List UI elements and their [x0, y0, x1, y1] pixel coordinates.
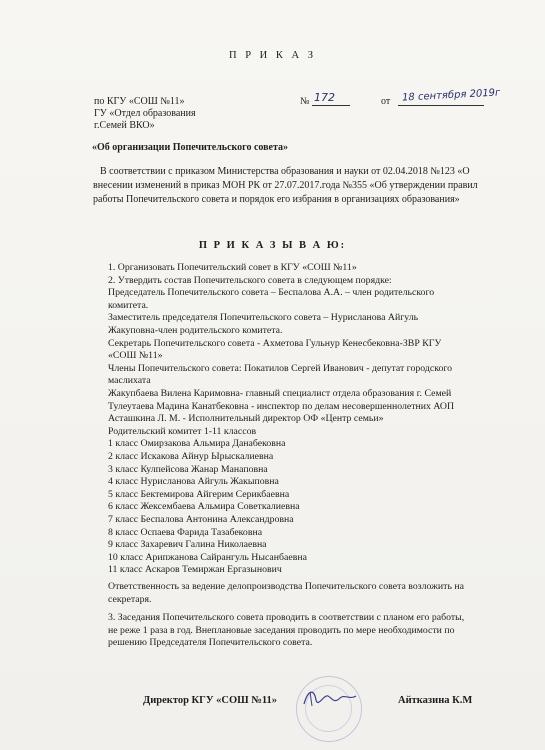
order-number-value: 172 — [314, 91, 335, 104]
number-underline — [312, 105, 350, 106]
list-line: Родительский комитет 1-11 классов — [108, 425, 257, 437]
addressee-line-1: по КГУ «СОШ №11» — [94, 96, 185, 107]
addressee-line-2: ГУ «Отдел образования — [94, 108, 196, 119]
signatory-name: Айтказина К.М — [398, 695, 473, 706]
list-line: Ответственность за ведение делопроизводства Попечительского совета возложить на — [108, 581, 464, 592]
list-line: Тулеутаева Мадина Канатбековна - инспектор по делам несовершеннолетних АОП — [108, 400, 455, 412]
list-line: 10 класс Арипжанова Сайрангуль Нысанбаевна — [108, 551, 307, 563]
list-line: комитета. — [108, 299, 149, 311]
list-line: 6 класс Жексембаева Альмира Советкалиевна — [108, 501, 300, 513]
list-line: 8 класс Оспаева Фарида Тазабековна — [108, 526, 263, 538]
list-line: Асташкина Л. М. - Исполнительный директор ОФ «Центр семьи» — [108, 413, 384, 425]
intro-line-2: внесении изменений в приказ МОН РК от 27.07.2017.года №355 «Об утверждении правил — [93, 180, 478, 191]
list-line: Председатель Попечительского совета – Беспалова А.А. – член родительского — [108, 287, 435, 299]
decree-heading: П Р И К А З Ы В А Ю: — [198, 240, 347, 251]
addressee-line-3: г.Семей ВКО» — [94, 120, 155, 131]
handwritten-signature — [298, 684, 360, 712]
list-line: секретаря. — [108, 593, 152, 605]
list-line: 3 класс Кулпейсова Жанар Манаповна — [108, 463, 268, 475]
list-line: маслихата — [108, 375, 151, 387]
list-line: 2. Утвердить состав Попечительского совета в следующем порядке: — [108, 274, 392, 286]
list-line: не реже 1 раза в год. Внеплановые заседания проводить по мере необходимости по — [108, 624, 455, 636]
list-line: решению Председателя Попечительского совета. — [108, 637, 313, 649]
list-line: 4 класс Нурисланова Айгуль Жакыповна — [108, 476, 279, 488]
list-line: 9 класс Захаревич Галина Николаевна — [108, 539, 267, 551]
list-line: 3. Заседания Попечительского совета проводить в соответствии с планом его работы, — [108, 612, 465, 624]
list-line: 5 класс Бектемирова Айгерим Серикбаевна — [108, 488, 290, 500]
list-line: Жакуповна-член родительского комитета. — [108, 325, 283, 336]
list-line: «СОШ №11» — [108, 350, 163, 362]
date-underline — [398, 105, 484, 106]
list-line: 11 класс Аскаров Темиржан Ергазынович — [108, 564, 282, 576]
list-line: Секретарь Попечительского совета - Ахметова Гульнур Кенесбековна-ЗВР КГУ — [108, 337, 442, 349]
list-line: Заместитель председателя Попечительского совета – Нурисланова Айгуль — [108, 312, 419, 324]
intro-line-1: В соответствии с приказом Министерства образования и науки от 02.04.2018 №123 «О — [100, 166, 470, 177]
list-line: 1. Организовать Попечительский совет в КГУ «СОШ №11» — [108, 262, 357, 273]
list-line: 2 класс Искакова Айнур Ырыскалиевна — [108, 451, 274, 462]
intro-line-3: работы Попечительского совета и порядок его избрания в организациях образования» — [93, 194, 460, 205]
order-date-label: от — [381, 96, 391, 107]
signature-position: Директор КГУ «СОШ №11» — [143, 695, 278, 706]
list-line: 7 класс Беспалова Антонина Александровна — [108, 514, 294, 525]
list-line: 1 класс Омирзакова Альмира Данабековна — [108, 438, 286, 450]
list-line: Жакупбаева Вилена Каримовна- главный специалист отдела образования г. Семей — [108, 388, 452, 399]
order-number-label: № — [300, 96, 310, 107]
document-title: П Р И К А З — [229, 50, 316, 61]
order-subject: «Об организации Попечительского совета» — [92, 142, 289, 153]
order-date-value: 18 сентября 2019г — [401, 87, 501, 104]
list-line: Члены Попечительского совета: Покатилов Сергей Иванович - депутат городского — [108, 362, 453, 374]
